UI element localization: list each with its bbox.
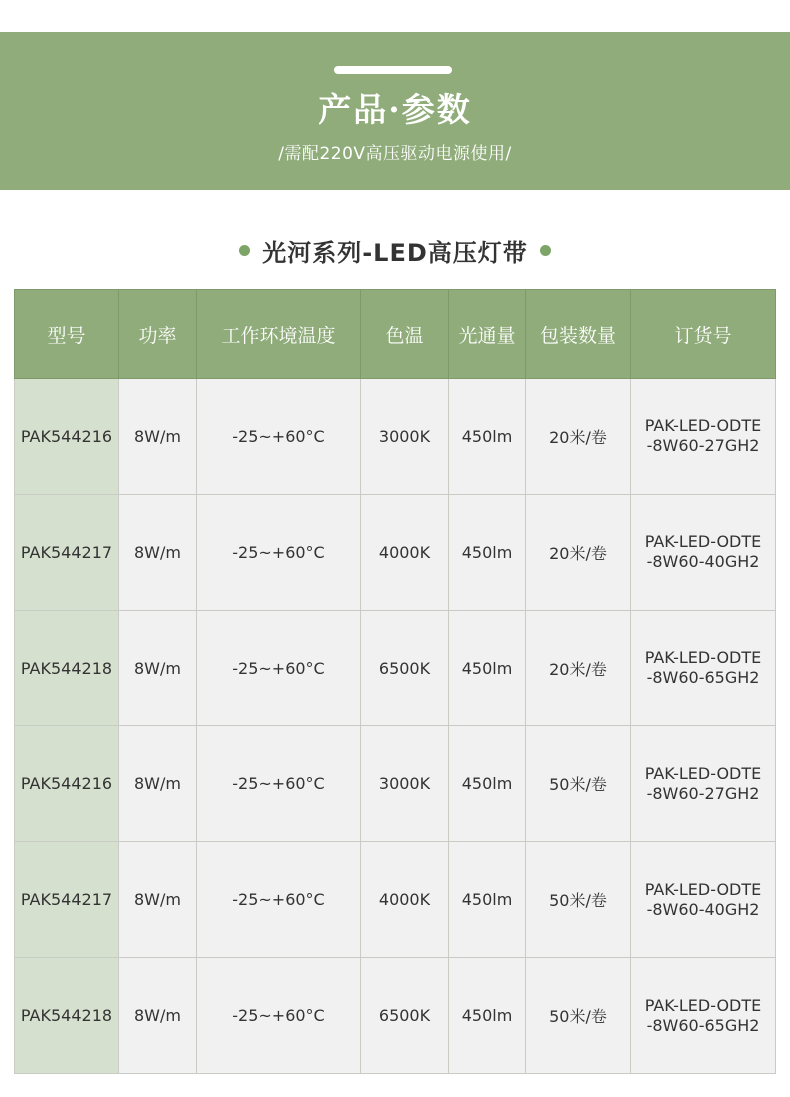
cell-model: PAK544218	[15, 610, 119, 726]
order-no-line1: PAK-LED-ODTE	[644, 416, 762, 436]
cell-lumen: 450lm	[449, 726, 526, 842]
order-no-line1: PAK-LED-ODTE	[644, 532, 762, 552]
cell-temperature: -25~+60°C	[197, 726, 361, 842]
banner-decor-bar	[334, 66, 452, 74]
bullet-dot-icon	[239, 245, 250, 256]
cell-power: 8W/m	[119, 379, 197, 495]
banner-subtitle: /需配220V高压驱动电源使用/	[278, 144, 512, 164]
column-header-color-temp: 色温	[361, 290, 449, 379]
cell-lumen: 450lm	[449, 958, 526, 1074]
cell-color-temp: 3000K	[361, 726, 449, 842]
table-row	[15, 610, 776, 726]
cell-color-temp: 4000K	[361, 494, 449, 610]
cell-model: PAK544217	[15, 842, 119, 958]
cell-color-temp: 3000K	[361, 379, 449, 495]
order-no-line2: -8W60-27GH2	[646, 783, 760, 803]
cell-lumen: 450lm	[449, 842, 526, 958]
cell-package: 20米/卷	[526, 610, 631, 726]
cell-temperature: -25~+60°C	[197, 379, 361, 495]
bullet-dot-icon	[540, 245, 551, 256]
cell-color-temp: 4000K	[361, 842, 449, 958]
cell-order-no	[631, 958, 776, 1074]
cell-order-no	[631, 379, 776, 495]
cell-power: 8W/m	[119, 842, 197, 958]
column-header-model: 型号	[15, 290, 119, 379]
table-row	[15, 958, 776, 1074]
cell-order-no	[631, 842, 776, 958]
series-title: 光河系列-LED高压灯带	[262, 238, 528, 267]
cell-model: PAK544217	[15, 494, 119, 610]
cell-order-no	[631, 610, 776, 726]
spec-table	[14, 289, 776, 1074]
cell-temperature: -25~+60°C	[197, 958, 361, 1074]
table-row	[15, 842, 776, 958]
cell-package: 20米/卷	[526, 494, 631, 610]
column-header-temperature: 工作环境温度	[197, 290, 361, 379]
table-row	[15, 494, 776, 610]
table-row	[15, 726, 776, 842]
order-no-line2: -8W60-65GH2	[646, 1015, 760, 1035]
cell-order-no	[631, 494, 776, 610]
cell-temperature: -25~+60°C	[197, 494, 361, 610]
cell-package: 50米/卷	[526, 842, 631, 958]
order-no-line2: -8W60-40GH2	[646, 552, 760, 572]
cell-power: 8W/m	[119, 958, 197, 1074]
series-heading	[0, 232, 790, 268]
cell-temperature: -25~+60°C	[197, 610, 361, 726]
cell-order-no	[631, 726, 776, 842]
column-header-package: 包装数量	[526, 290, 631, 379]
table-row	[15, 379, 776, 495]
column-header-power: 功率	[119, 290, 197, 379]
cell-color-temp: 6500K	[361, 958, 449, 1074]
order-no-line2: -8W60-40GH2	[646, 899, 760, 919]
cell-lumen: 450lm	[449, 379, 526, 495]
cell-power: 8W/m	[119, 726, 197, 842]
cell-temperature: -25~+60°C	[197, 842, 361, 958]
banner-title: 产品·参数	[318, 90, 472, 129]
cell-lumen: 450lm	[449, 494, 526, 610]
cell-power: 8W/m	[119, 610, 197, 726]
cell-model: PAK544216	[15, 726, 119, 842]
cell-color-temp: 6500K	[361, 610, 449, 726]
cell-lumen: 450lm	[449, 610, 526, 726]
cell-package: 50米/卷	[526, 958, 631, 1074]
column-header-lumen: 光通量	[449, 290, 526, 379]
table-header-row	[15, 290, 776, 379]
column-header-order-no: 订货号	[631, 290, 776, 379]
order-no-line1: PAK-LED-ODTE	[644, 763, 762, 783]
cell-package: 20米/卷	[526, 379, 631, 495]
header-banner	[0, 32, 790, 190]
cell-model: PAK544218	[15, 958, 119, 1074]
order-no-line1: PAK-LED-ODTE	[644, 995, 762, 1015]
order-no-line1: PAK-LED-ODTE	[644, 879, 762, 899]
cell-model: PAK544216	[15, 379, 119, 495]
cell-power: 8W/m	[119, 494, 197, 610]
order-no-line2: -8W60-27GH2	[646, 436, 760, 456]
cell-package: 50米/卷	[526, 726, 631, 842]
order-no-line2: -8W60-65GH2	[646, 668, 760, 688]
order-no-line1: PAK-LED-ODTE	[644, 648, 762, 668]
